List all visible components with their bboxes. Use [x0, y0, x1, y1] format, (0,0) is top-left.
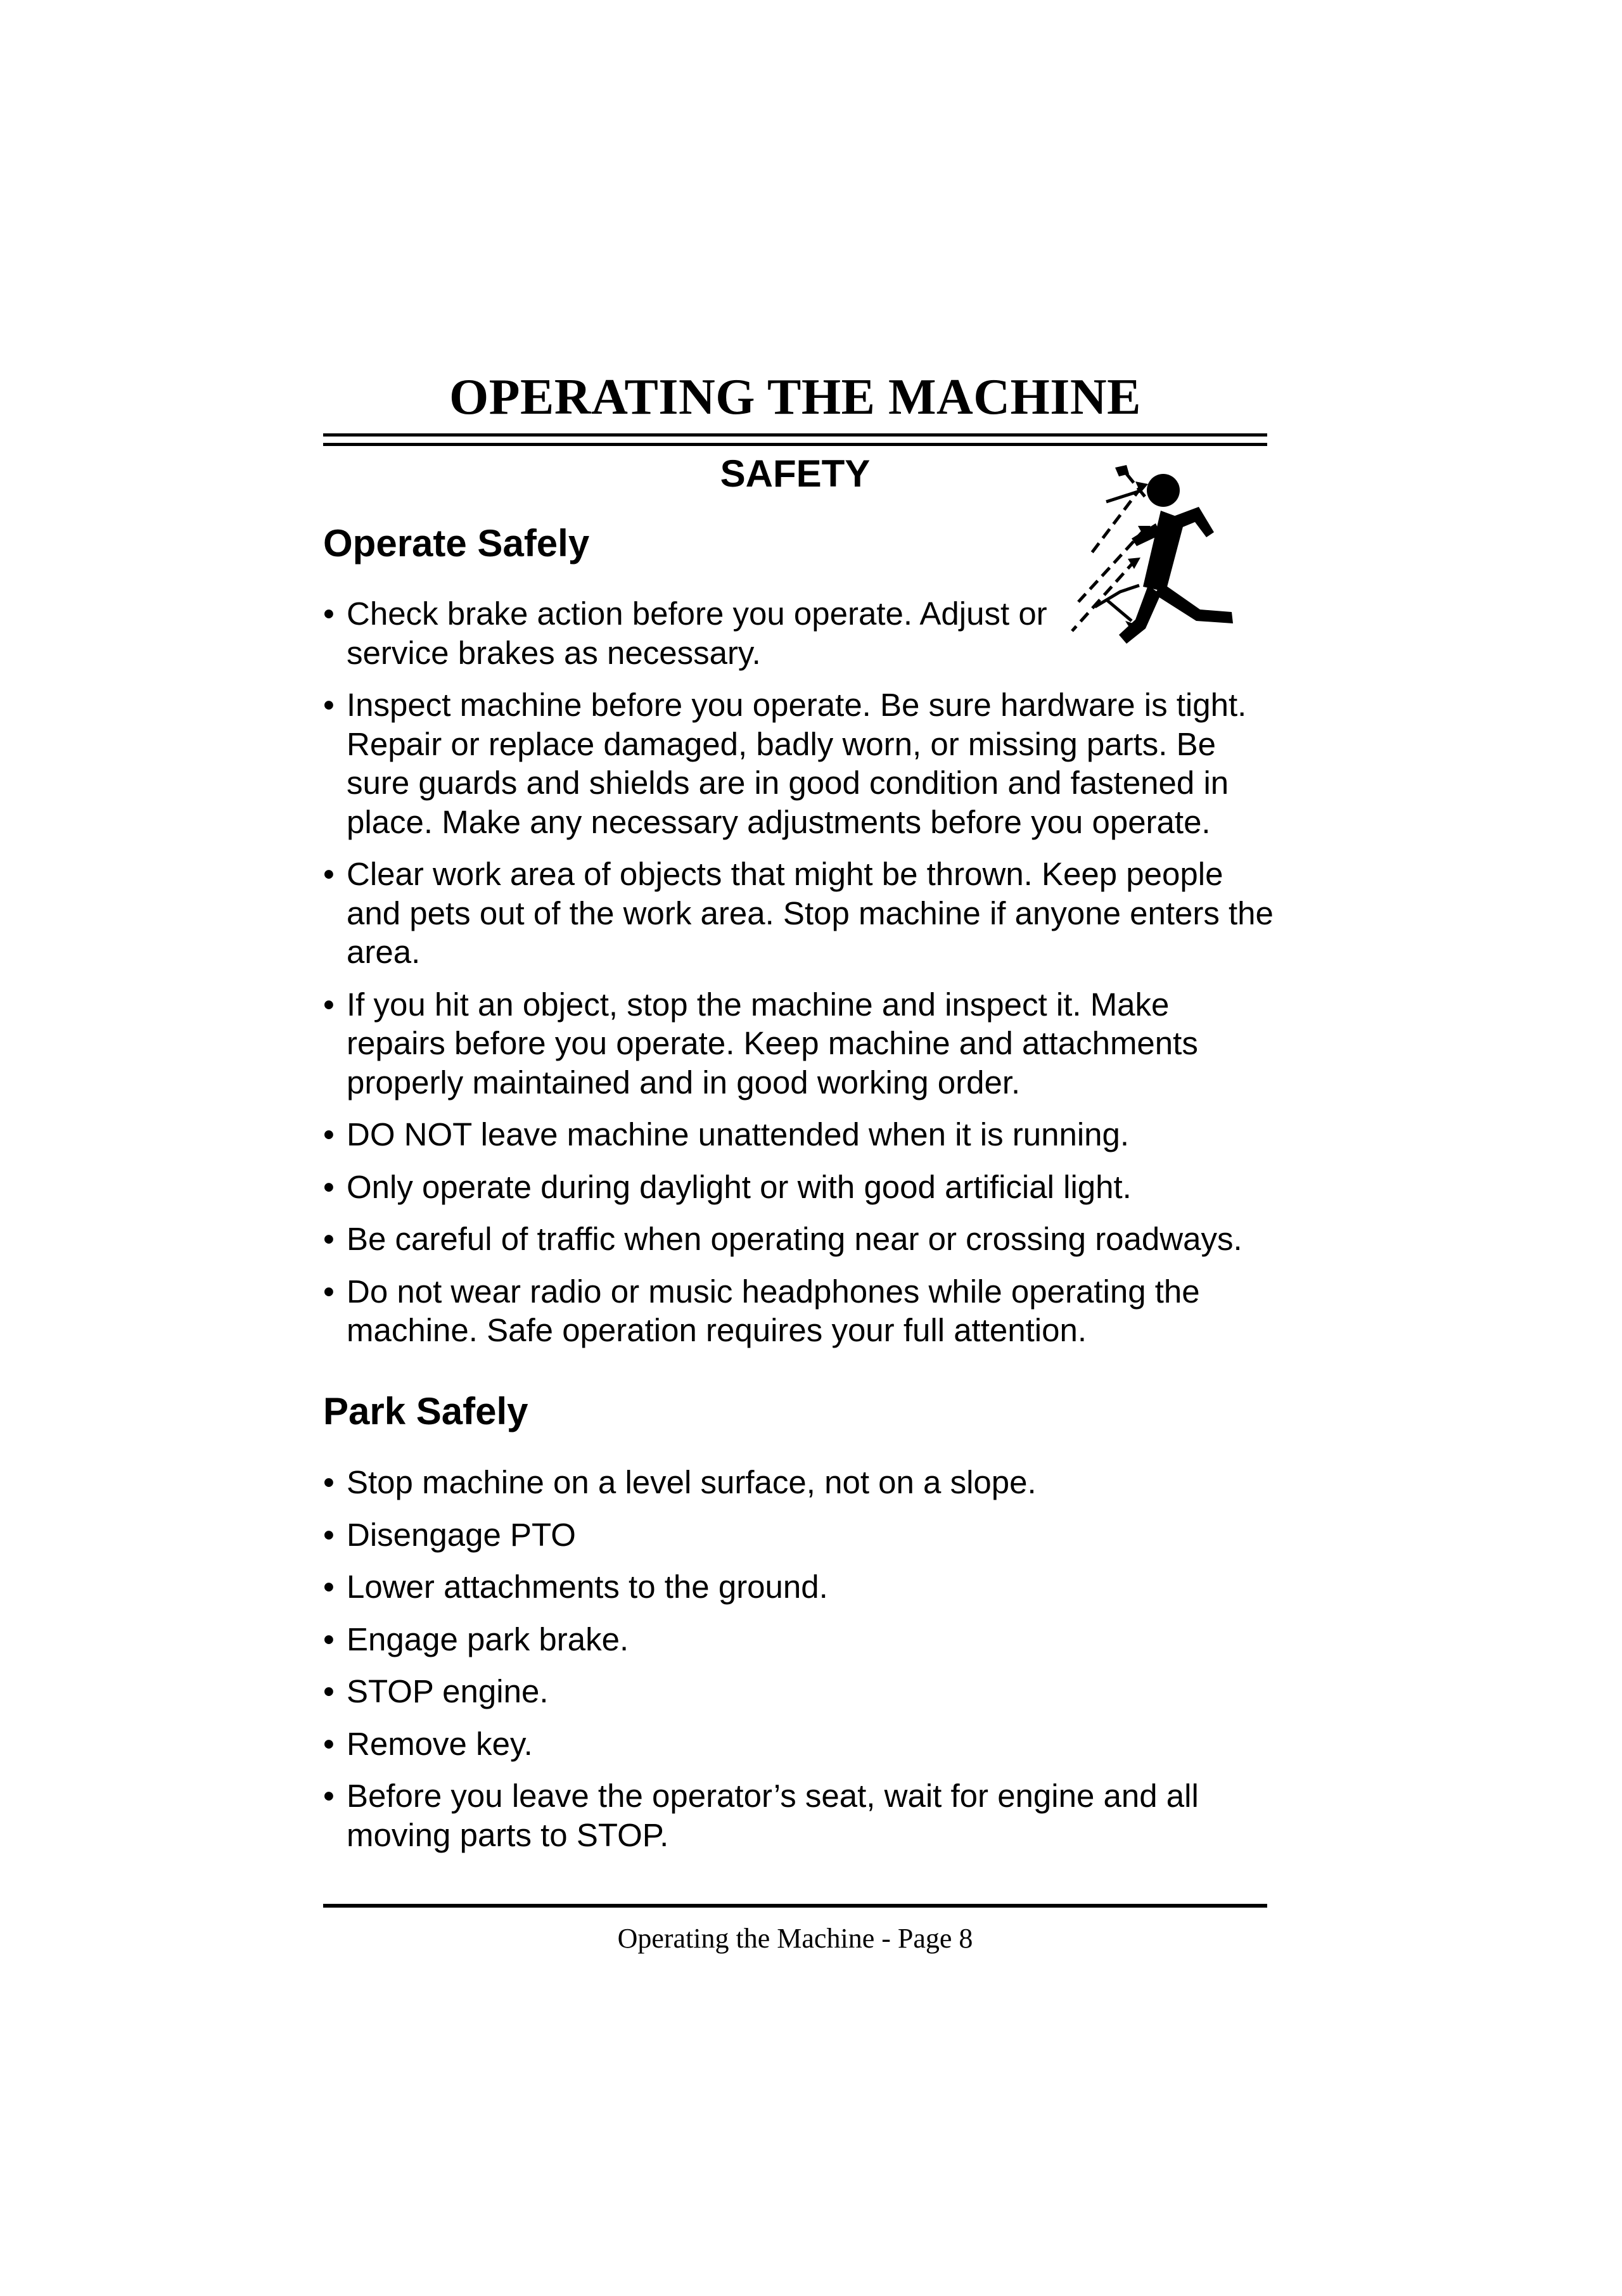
operate-safely-heading: Operate Safely: [323, 522, 590, 564]
list-item: [323, 1168, 1274, 1207]
list-item: [323, 1620, 1274, 1659]
park-safely-heading: Park Safely: [323, 1390, 528, 1432]
list-item: [323, 1725, 1274, 1764]
list-item-text: Engage park brake.: [347, 1621, 629, 1657]
title-rule-upper: [323, 433, 1267, 437]
list-item: [323, 1776, 1274, 1854]
bullet: •: [323, 1725, 335, 1762]
page-footer: Operating the Machine - Page 8: [617, 1923, 973, 1954]
park-safely-list: [323, 1463, 1274, 1868]
page-subtitle: SAFETY: [720, 452, 871, 495]
bullet: •: [323, 1673, 335, 1709]
list-item-text: STOP engine.: [347, 1673, 549, 1709]
bullet: •: [323, 1221, 335, 1257]
bullet: •: [323, 986, 335, 1023]
list-item-text: Lower attachments to the ground.: [347, 1569, 828, 1605]
bullet: •: [323, 1778, 335, 1814]
list-item-text: Be careful of traffic when operating near or crossing roadways.: [347, 1221, 1242, 1257]
list-item-text: Disengage PTO: [347, 1516, 576, 1553]
bullet: •: [323, 1168, 335, 1205]
list-item: [323, 1115, 1274, 1154]
list-item-text: Remove key.: [347, 1725, 533, 1762]
list-item: [323, 1672, 1274, 1711]
list-item-text: Only operate during daylight or with good artificial light.: [347, 1168, 1132, 1205]
list-item: [323, 1463, 1274, 1502]
list-item-text: If you hit an object, stop the machine and inspect it. Make repairs before you operate. Keep machine and attachments properly maintained and in good working order.: [347, 986, 1198, 1100]
list-item: [323, 594, 1050, 672]
list-item: [323, 1272, 1274, 1350]
bullet: •: [323, 856, 335, 892]
bullet: •: [323, 1116, 335, 1152]
list-item-text: DO NOT leave machine unattended when it is running.: [347, 1116, 1130, 1152]
bullet: •: [323, 1516, 335, 1553]
title-rule-lower: [323, 443, 1267, 446]
list-item: [323, 855, 1274, 972]
list-item-text: Check brake action before you operate. Adjust or service brakes as necessary.: [347, 596, 1047, 671]
bullet: •: [323, 1569, 335, 1605]
bullet: •: [323, 1464, 335, 1500]
bullet: •: [323, 1273, 335, 1310]
list-item-text: Clear work area of objects that might be thrown. Keep people and pets out of the work area. Stop machine if anyone enters the area.: [347, 856, 1274, 970]
list-item-text: Before you leave the operator’s seat, wait for engine and all moving parts to STOP.: [347, 1778, 1199, 1853]
list-item-text: Do not wear radio or music headphones while operating the machine. Safe operation requires your full attention.: [347, 1273, 1200, 1348]
list-item: [323, 985, 1274, 1102]
list-item: [323, 1567, 1274, 1607]
list-item-text: Stop machine on a level surface, not on a slope.: [347, 1464, 1037, 1500]
footer-rule: [323, 1904, 1267, 1908]
bullet: •: [323, 596, 335, 632]
bullet: •: [323, 687, 335, 723]
list-item-text: Inspect machine before you operate. Be sure hardware is tight. Repair or replace damaged, badly worn, or missing parts. Be sure guards and shields are in good condition and fastened in place. Make any necessary adjustments before you operate.: [347, 687, 1247, 840]
operate-safely-list: [323, 594, 1274, 1363]
bullet: •: [323, 1621, 335, 1657]
list-item: [323, 1220, 1274, 1259]
list-item: [323, 1515, 1274, 1555]
page-title: OPERATING THE MACHINE: [449, 369, 1142, 425]
list-item: [323, 686, 1274, 841]
